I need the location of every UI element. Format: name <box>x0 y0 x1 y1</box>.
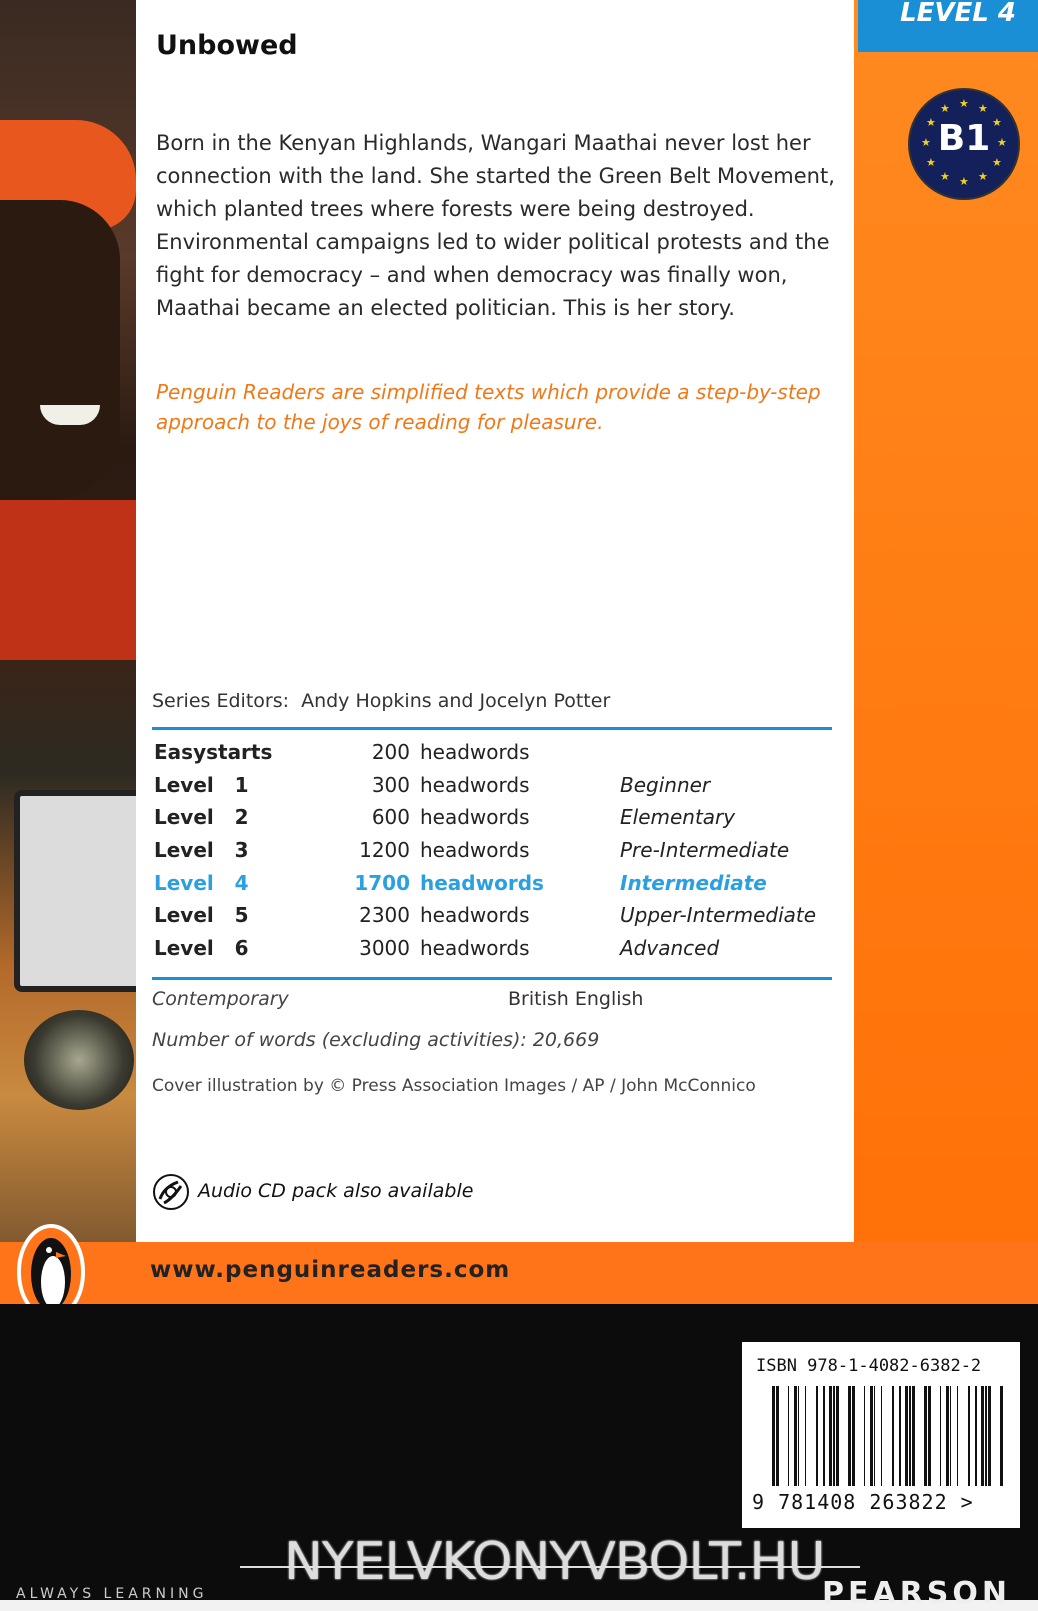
cefr-badge-label: B1 <box>937 118 991 159</box>
photo-scarf <box>0 500 136 660</box>
barcode-icon <box>772 1386 1006 1496</box>
level-description <box>620 736 820 769</box>
level-row <box>154 866 820 899</box>
audio-availability: Audio CD pack also available <box>198 1180 474 1202</box>
level-row <box>154 736 820 769</box>
level-unit: headwords <box>420 870 544 895</box>
level-unit: headwords <box>420 772 530 797</box>
levels-table <box>154 736 820 964</box>
level-name: Level 2 <box>154 805 249 830</box>
book-title: Unbowed <box>156 30 298 61</box>
cefr-badge: ★ ★ ★ ★ ★ ★ ★ ★ ★ ★ ★ ★ B1 <box>908 88 1020 200</box>
level-name: Easystarts <box>154 740 273 765</box>
level-headwords: 300 <box>371 772 410 797</box>
word-count: Number of words (excluding activities): 20,669 <box>152 1029 600 1051</box>
level-name: Level 5 <box>154 903 249 928</box>
level-description: Elementary <box>620 805 736 830</box>
level-row <box>154 801 820 834</box>
level-description: Intermediate <box>620 870 767 895</box>
level-tab <box>858 0 1038 52</box>
level-tab-label: LEVEL 4 <box>900 0 1016 28</box>
genre-label: Contemporary <box>152 988 289 1010</box>
cd-icon <box>152 1173 190 1211</box>
level-name: Level 1 <box>154 772 249 797</box>
isbn: ISBN 978-1-4082-6382-2 <box>756 1356 982 1376</box>
watermark: NYELVKONYVBOLT.HU <box>284 1532 825 1592</box>
level-name: Level 6 <box>154 935 249 960</box>
level-headwords: 200 <box>371 740 410 765</box>
level-row <box>154 932 820 965</box>
levels-rule-bottom <box>152 977 832 980</box>
level-row <box>154 769 820 802</box>
website-link[interactable]: www.penguinreaders.com <box>150 1257 511 1283</box>
level-headwords: 600 <box>371 805 410 830</box>
cover-photo-strip <box>0 0 136 1290</box>
level-description: Advanced <box>620 935 720 960</box>
level-name: Level 4 <box>154 870 249 895</box>
levels-rule-top <box>152 727 832 730</box>
slogan: ALWAYS LEARNING <box>16 1586 208 1602</box>
level-name: Level 3 <box>154 838 249 863</box>
level-unit: headwords <box>420 805 530 830</box>
level-headwords: 1700 <box>354 870 410 895</box>
photo-medal <box>24 1010 134 1110</box>
series-tagline: Penguin Readers are simplified texts which provide a step-by-step approach to the joys of reading for pleasure. <box>156 380 821 434</box>
level-description: Beginner <box>620 772 711 797</box>
photo-tablet <box>14 790 136 992</box>
level-headwords: 1200 <box>359 838 410 863</box>
level-unit: headwords <box>420 740 530 765</box>
level-row <box>154 834 820 867</box>
level-unit: headwords <box>420 935 530 960</box>
publisher-logo: PEARSON <box>822 1576 1012 1611</box>
language-label: British English <box>508 988 644 1010</box>
level-unit: headwords <box>420 838 530 863</box>
level-unit: headwords <box>420 903 530 928</box>
series-editors: Series Editors: Andy Hopkins and Jocelyn Potter <box>152 690 611 712</box>
book-blurb: Born in the Kenyan Highlands, Wangari Maathai never lost her connection with the land. She started the Green Belt Movement, which planted trees where forests were being destroyed. Environmental campaigns led to wider political protests and the fight for democracy – and when democracy was finally won, Maathai became an elected politician. This is her story. <box>156 131 835 320</box>
level-description: Upper-Intermediate <box>620 903 817 928</box>
level-description: Pre-Intermediate <box>620 838 790 863</box>
back-cover-panel <box>136 0 854 1242</box>
cover-credit: Cover illustration by © Press Association Images / AP / John McConnico <box>152 1076 756 1096</box>
level-headwords: 2300 <box>359 903 410 928</box>
photo-face <box>0 200 120 500</box>
barcode-box <box>742 1342 1020 1528</box>
level-headwords: 3000 <box>359 935 410 960</box>
level-row <box>154 899 820 932</box>
barcode-digits: 9 781408 263822 > <box>752 1490 974 1514</box>
